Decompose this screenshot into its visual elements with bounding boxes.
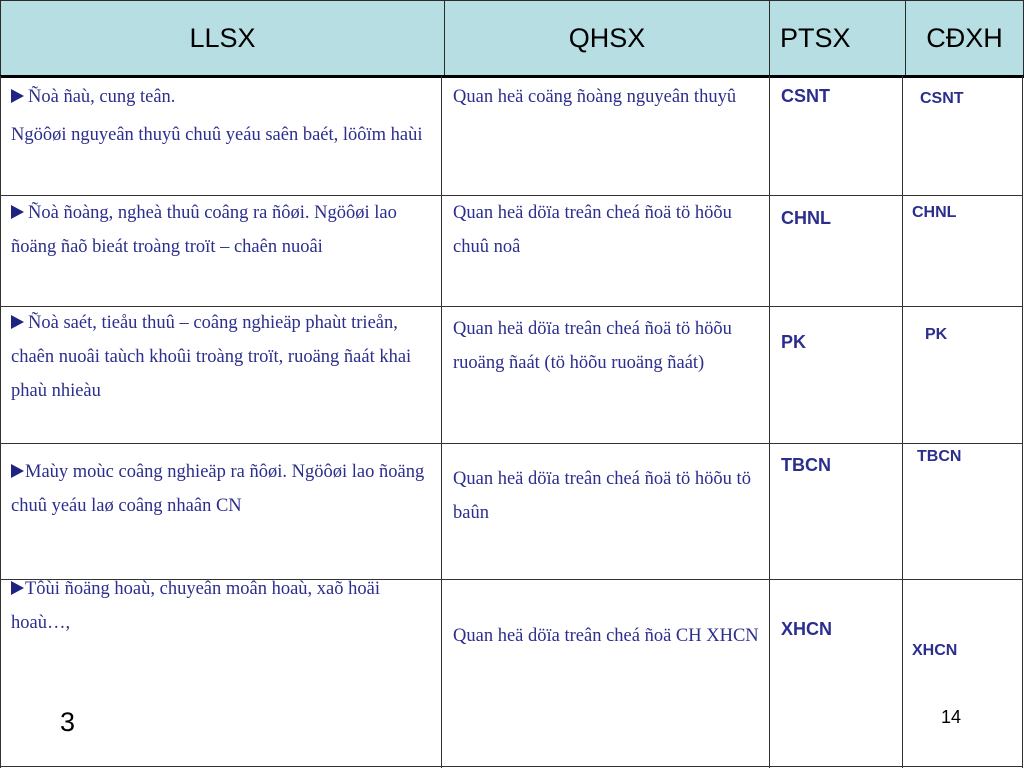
- llsx-text: Ngöôøi nguyeân thuyû chuû yeáu saên baét, löôïm haùi: [11, 125, 423, 145]
- arrow-bullet-icon: [11, 464, 24, 478]
- llsx-text: Ñoà ñaù, cung teân.: [28, 87, 176, 107]
- grid-line: [441, 76, 442, 768]
- cdxh-cell-4: TBCN: [917, 448, 962, 465]
- llsx-text: Tôùi ñoäng hoaù, chuyeân moân hoaù, xaõ hoäi hoaù…,: [11, 579, 380, 633]
- qhsx-cell-5: Quan heä döïa treân cheá ñoä CH XHCN: [453, 626, 759, 646]
- grid-line: [1022, 76, 1023, 768]
- cdxh-cell-3: PK: [925, 326, 948, 343]
- grid-line: [0, 443, 1023, 444]
- ptsx-cell-4: TBCN: [781, 455, 831, 475]
- cdxh-cell-1: CSNT: [920, 90, 964, 107]
- qhsx-cell-3: Quan heä döïa treân cheá ñoä tö höõu ruoäng ñaát (tö höõu ruoäng ñaát): [453, 319, 732, 373]
- header-ptsx: PTSX: [769, 0, 906, 76]
- cdxh-cell-2: CHNL: [912, 204, 957, 221]
- slide-number-left: 3: [60, 707, 76, 737]
- page-number: 14: [941, 707, 962, 727]
- arrow-bullet-icon: [11, 89, 24, 103]
- llsx-text: Ñoà saét, tieåu thuû – coâng nghieäp phaùt trieån, chaên nuoâi taùch khoûi troàng troït, ruoäng ñaát khai phaù nhieàu: [11, 313, 412, 401]
- llsx-cell-4: [11, 455, 436, 523]
- arrow-bullet-icon: [11, 315, 24, 329]
- llsx-cell-1: [11, 80, 436, 152]
- cdxh-cell-5: XHCN: [912, 642, 958, 659]
- llsx-cell-2: [11, 196, 436, 264]
- header-qhsx: QHSX: [444, 0, 770, 76]
- ptsx-cell-5: XHCN: [781, 619, 833, 639]
- arrow-bullet-icon: [11, 581, 24, 595]
- llsx-text: Ñoà ñoàng, ngheà thuû coâng ra ñôøi. Ngöôøi lao ñoäng ñaõ bieát troàng troït – chaên nuoâi: [11, 203, 397, 257]
- qhsx-cell-2: Quan heä döïa treân cheá ñoä tö höõu chuû noâ: [453, 203, 732, 257]
- header-divider: [0, 75, 1024, 78]
- llsx-cell-5: [11, 572, 436, 640]
- qhsx-cell-4: Quan heä döïa treân cheá ñoä tö höõu tö baûn: [453, 469, 751, 523]
- qhsx-cell-1: Quan heä coäng ñoàng nguyeân thuyû: [453, 87, 737, 107]
- grid-line: [769, 76, 770, 768]
- grid-line: [0, 76, 1, 768]
- arrow-bullet-icon: [11, 205, 24, 219]
- grid-line: [902, 76, 903, 768]
- grid-line: [0, 766, 1023, 767]
- ptsx-cell-1: CSNT: [781, 86, 830, 106]
- ptsx-cell-2: CHNL: [781, 208, 831, 228]
- header-cdxh: CĐXH: [905, 0, 1024, 76]
- llsx-text: Maùy moùc coâng nghieäp ra ñôøi. Ngöôøi lao ñoäng chuû yeáu laø coâng nhaân CN: [11, 462, 425, 516]
- header-llsx: LLSX: [0, 0, 445, 76]
- ptsx-cell-3: PK: [781, 332, 807, 352]
- llsx-cell-3: [11, 306, 436, 408]
